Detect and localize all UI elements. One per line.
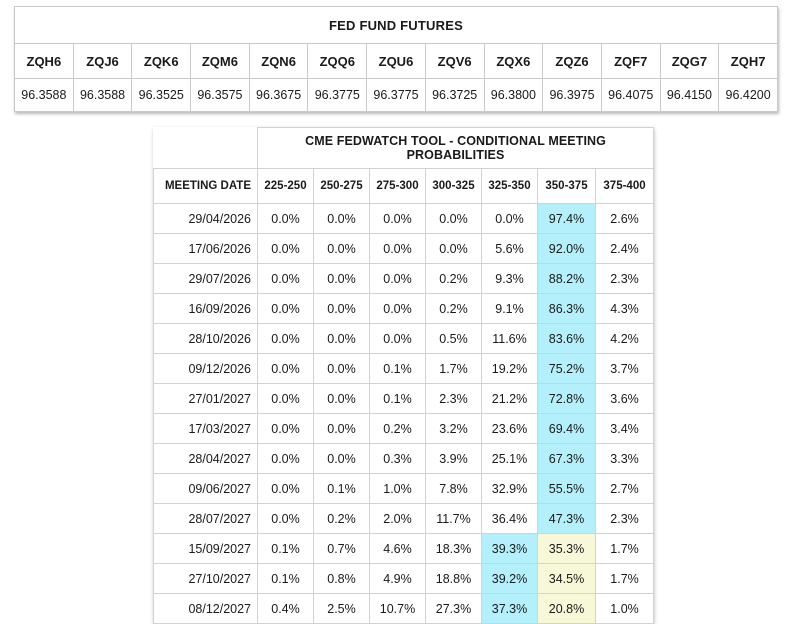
fedwatch-title: CME FEDWATCH TOOL - CONDITIONAL MEETING PROBABILITIES <box>258 128 654 169</box>
fedwatch-meeting-date: 15/09/2027 <box>154 534 258 564</box>
fedwatch-meeting-date: 28/07/2027 <box>154 504 258 534</box>
fedwatch-probability-cell: 97.4% <box>538 204 596 234</box>
futures-code-cell: ZQK6 <box>132 44 191 79</box>
fedwatch-probability-cell: 72.8% <box>538 384 596 414</box>
futures-code-cell: ZQJ6 <box>73 44 132 79</box>
futures-price-cell: 96.3575 <box>191 79 250 112</box>
fedwatch-probability-cell: 32.9% <box>482 474 538 504</box>
fedwatch-table <box>153 127 654 624</box>
table-row <box>154 294 654 324</box>
fedwatch-probability-cell: 0.1% <box>258 564 314 594</box>
fedwatch-probability-cell: 3.4% <box>596 414 654 444</box>
fed-fund-futures-table <box>14 6 778 112</box>
table-row <box>154 264 654 294</box>
fedwatch-column-header: 325-350 <box>482 169 538 204</box>
fedwatch-probability-cell: 1.7% <box>426 354 482 384</box>
fedwatch-probability-cell: 0.0% <box>258 474 314 504</box>
fedwatch-probability-cell: 19.2% <box>482 354 538 384</box>
fedwatch-probability-cell: 1.0% <box>596 594 654 624</box>
fedwatch-probability-cell: 0.0% <box>370 294 426 324</box>
fedwatch-probability-cell: 0.0% <box>258 504 314 534</box>
fedwatch-meeting-date: 08/12/2027 <box>154 594 258 624</box>
fedwatch-probability-cell: 0.0% <box>258 444 314 474</box>
futures-price-cell: 96.3675 <box>249 79 308 112</box>
fedwatch-column-header: 300-325 <box>426 169 482 204</box>
futures-code-cell: ZQH7 <box>719 44 778 79</box>
table-row <box>154 534 654 564</box>
fedwatch-probability-cell: 88.2% <box>538 264 596 294</box>
fedwatch-meeting-date: 17/06/2026 <box>154 234 258 264</box>
table-row <box>154 444 654 474</box>
fedwatch-probability-cell: 67.3% <box>538 444 596 474</box>
fedwatch-probability-cell: 4.9% <box>370 564 426 594</box>
fedwatch-probability-cell: 0.0% <box>314 324 370 354</box>
fedwatch-probability-cell: 75.2% <box>538 354 596 384</box>
fedwatch-probability-cell: 0.0% <box>258 414 314 444</box>
fedwatch-probability-cell: 0.1% <box>370 384 426 414</box>
futures-code-cell: ZQQ6 <box>308 44 367 79</box>
fedwatch-meeting-date: 27/10/2027 <box>154 564 258 594</box>
table-row <box>154 414 654 444</box>
table-row <box>154 384 654 414</box>
fedwatch-column-header: 350-375 <box>538 169 596 204</box>
futures-title-row <box>15 7 778 44</box>
fedwatch-probability-cell: 0.0% <box>370 234 426 264</box>
fedwatch-probability-cell: 0.0% <box>258 264 314 294</box>
fedwatch-probability-cell: 86.3% <box>538 294 596 324</box>
fedwatch-probability-cell: 0.0% <box>370 204 426 234</box>
fedwatch-probability-cell: 3.3% <box>596 444 654 474</box>
fedwatch-probability-cell: 0.0% <box>314 264 370 294</box>
fedwatch-probability-cell: 39.3% <box>482 534 538 564</box>
fedwatch-probability-cell: 0.0% <box>370 264 426 294</box>
fedwatch-meeting-date: 28/04/2027 <box>154 444 258 474</box>
fedwatch-probability-cell: 2.3% <box>426 384 482 414</box>
futures-price-cell: 96.4075 <box>601 79 660 112</box>
fedwatch-probability-cell: 21.2% <box>482 384 538 414</box>
futures-price-cell: 96.3975 <box>543 79 602 112</box>
fedwatch-probability-cell: 0.2% <box>426 294 482 324</box>
fedwatch-date-header: MEETING DATE <box>154 169 258 204</box>
futures-code-cell: ZQH6 <box>15 44 74 79</box>
futures-code-cell: ZQU6 <box>367 44 426 79</box>
table-row <box>154 324 654 354</box>
fedwatch-probability-cell: 5.6% <box>482 234 538 264</box>
futures-price-cell: 96.4200 <box>719 79 778 112</box>
table-row <box>154 234 654 264</box>
fedwatch-title-row <box>154 128 654 169</box>
fedwatch-probability-cell: 39.2% <box>482 564 538 594</box>
cme-fedwatch-panel <box>153 127 653 624</box>
table-row <box>154 594 654 624</box>
fedwatch-probability-cell: 2.6% <box>596 204 654 234</box>
fedwatch-probability-cell: 0.1% <box>258 534 314 564</box>
fedwatch-probability-cell: 3.2% <box>426 414 482 444</box>
fedwatch-probability-cell: 3.7% <box>596 354 654 384</box>
fedwatch-probability-cell: 0.0% <box>314 234 370 264</box>
fedwatch-meeting-date: 16/09/2026 <box>154 294 258 324</box>
futures-price-cell: 96.3775 <box>367 79 426 112</box>
fedwatch-probability-cell: 11.7% <box>426 504 482 534</box>
futures-price-cell: 96.3588 <box>15 79 74 112</box>
fedwatch-probability-cell: 0.1% <box>370 354 426 384</box>
futures-price-cell: 96.3525 <box>132 79 191 112</box>
fedwatch-probability-cell: 0.0% <box>314 204 370 234</box>
fedwatch-body <box>154 128 654 624</box>
fedwatch-probability-cell: 10.7% <box>370 594 426 624</box>
fedwatch-probability-cell: 9.1% <box>482 294 538 324</box>
fedwatch-header-row <box>154 169 654 204</box>
fedwatch-column-header: 275-300 <box>370 169 426 204</box>
fedwatch-probability-cell: 18.8% <box>426 564 482 594</box>
fedwatch-probability-cell: 55.5% <box>538 474 596 504</box>
fedwatch-meeting-date: 28/10/2026 <box>154 324 258 354</box>
fedwatch-probability-cell: 4.3% <box>596 294 654 324</box>
fedwatch-probability-cell: 0.0% <box>370 324 426 354</box>
futures-code-cell: ZQM6 <box>191 44 250 79</box>
fedwatch-probability-cell: 2.7% <box>596 474 654 504</box>
fedwatch-probability-cell: 0.0% <box>258 354 314 384</box>
fedwatch-probability-cell: 25.1% <box>482 444 538 474</box>
fedwatch-probability-cell: 0.8% <box>314 564 370 594</box>
fedwatch-probability-cell: 0.0% <box>314 444 370 474</box>
fed-fund-futures-panel <box>14 6 778 112</box>
fedwatch-probability-cell: 0.0% <box>426 234 482 264</box>
fedwatch-probability-cell: 11.6% <box>482 324 538 354</box>
fedwatch-probability-cell: 36.4% <box>482 504 538 534</box>
futures-code-cell: ZQN6 <box>249 44 308 79</box>
fedwatch-probability-cell: 2.0% <box>370 504 426 534</box>
fedwatch-meeting-date: 17/03/2027 <box>154 414 258 444</box>
futures-title: FED FUND FUTURES <box>15 7 778 44</box>
fedwatch-column-header: 225-250 <box>258 169 314 204</box>
futures-code-row <box>15 44 778 79</box>
fedwatch-probability-cell: 0.0% <box>314 414 370 444</box>
fedwatch-probability-cell: 0.0% <box>314 384 370 414</box>
futures-code-cell: ZQX6 <box>484 44 543 79</box>
fedwatch-probability-cell: 0.2% <box>426 264 482 294</box>
fedwatch-probability-cell: 3.6% <box>596 384 654 414</box>
fedwatch-probability-cell: 47.3% <box>538 504 596 534</box>
futures-body <box>15 7 778 112</box>
fedwatch-meeting-date: 27/01/2027 <box>154 384 258 414</box>
fedwatch-probability-cell: 2.5% <box>314 594 370 624</box>
fedwatch-probability-cell: 83.6% <box>538 324 596 354</box>
futures-price-row <box>15 79 778 112</box>
fedwatch-probability-cell: 0.2% <box>314 504 370 534</box>
fedwatch-probability-cell: 0.0% <box>258 294 314 324</box>
futures-price-cell: 96.3800 <box>484 79 543 112</box>
fedwatch-column-header: 375-400 <box>596 169 654 204</box>
fedwatch-probability-cell: 69.4% <box>538 414 596 444</box>
futures-code-cell: ZQV6 <box>425 44 484 79</box>
fedwatch-probability-cell: 37.3% <box>482 594 538 624</box>
futures-price-cell: 96.3725 <box>425 79 484 112</box>
fedwatch-probability-cell: 0.0% <box>258 384 314 414</box>
fedwatch-title-spacer <box>154 128 258 169</box>
fedwatch-probability-cell: 20.8% <box>538 594 596 624</box>
fedwatch-probability-cell: 0.0% <box>258 324 314 354</box>
fedwatch-probability-cell: 27.3% <box>426 594 482 624</box>
fedwatch-probability-cell: 4.2% <box>596 324 654 354</box>
fedwatch-meeting-date: 09/12/2026 <box>154 354 258 384</box>
fedwatch-probability-cell: 0.2% <box>370 414 426 444</box>
futures-price-cell: 96.4150 <box>660 79 719 112</box>
fedwatch-probability-cell: 34.5% <box>538 564 596 594</box>
fedwatch-probability-cell: 0.5% <box>426 324 482 354</box>
fedwatch-probability-cell: 2.3% <box>596 264 654 294</box>
fedwatch-probability-cell: 2.4% <box>596 234 654 264</box>
fedwatch-probability-cell: 7.8% <box>426 474 482 504</box>
fedwatch-probability-cell: 3.9% <box>426 444 482 474</box>
fedwatch-probability-cell: 1.0% <box>370 474 426 504</box>
fedwatch-probability-cell: 0.3% <box>370 444 426 474</box>
fedwatch-probability-cell: 0.0% <box>314 354 370 384</box>
fedwatch-probability-cell: 92.0% <box>538 234 596 264</box>
fedwatch-meeting-date: 29/07/2026 <box>154 264 258 294</box>
futures-code-cell: ZQZ6 <box>543 44 602 79</box>
futures-code-cell: ZQF7 <box>601 44 660 79</box>
fedwatch-probability-cell: 23.6% <box>482 414 538 444</box>
fedwatch-probability-cell: 35.3% <box>538 534 596 564</box>
futures-code-cell: ZQG7 <box>660 44 719 79</box>
fedwatch-probability-cell: 9.3% <box>482 264 538 294</box>
futures-price-cell: 96.3588 <box>73 79 132 112</box>
fedwatch-column-header: 250-275 <box>314 169 370 204</box>
table-row <box>154 474 654 504</box>
table-row <box>154 354 654 384</box>
fedwatch-probability-cell: 0.0% <box>314 294 370 324</box>
fedwatch-meeting-date: 29/04/2026 <box>154 204 258 234</box>
fedwatch-probability-cell: 4.6% <box>370 534 426 564</box>
fedwatch-probability-cell: 0.0% <box>258 234 314 264</box>
fedwatch-probability-cell: 1.7% <box>596 564 654 594</box>
table-row <box>154 504 654 534</box>
table-row <box>154 204 654 234</box>
fedwatch-probability-cell: 0.0% <box>482 204 538 234</box>
table-row <box>154 564 654 594</box>
fedwatch-probability-cell: 18.3% <box>426 534 482 564</box>
futures-price-cell: 96.3775 <box>308 79 367 112</box>
fedwatch-probability-cell: 0.0% <box>426 204 482 234</box>
fedwatch-meeting-date: 09/06/2027 <box>154 474 258 504</box>
fedwatch-probability-cell: 2.3% <box>596 504 654 534</box>
fedwatch-probability-cell: 0.7% <box>314 534 370 564</box>
fedwatch-probability-cell: 0.0% <box>258 204 314 234</box>
fedwatch-probability-cell: 0.1% <box>314 474 370 504</box>
fedwatch-probability-cell: 1.7% <box>596 534 654 564</box>
fedwatch-probability-cell: 0.4% <box>258 594 314 624</box>
